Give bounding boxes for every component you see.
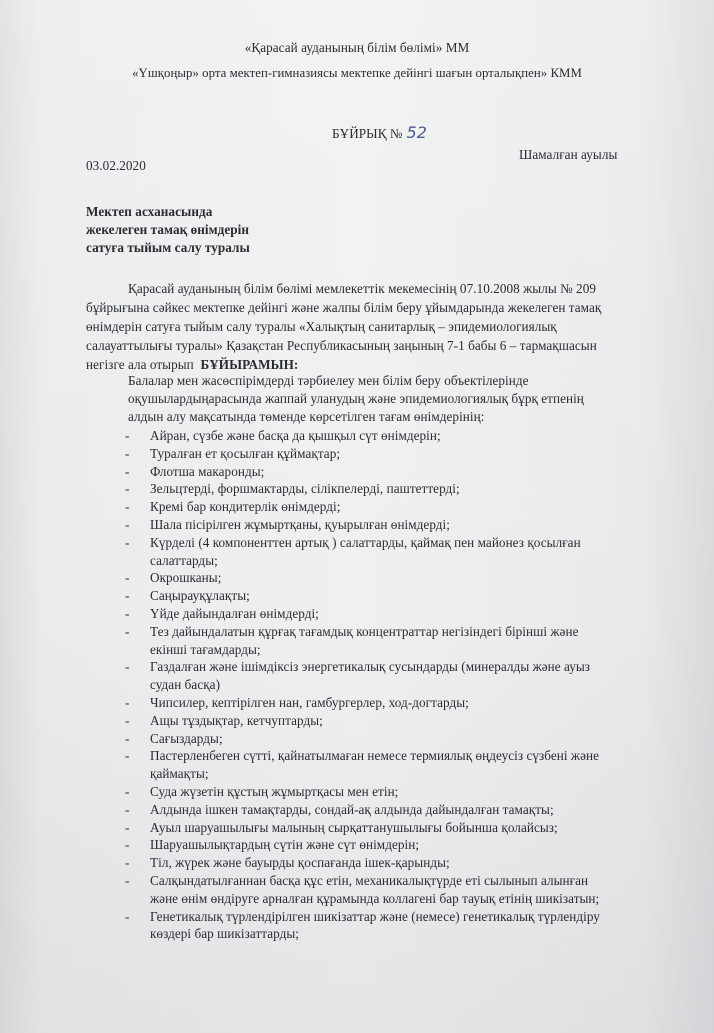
list-item-line: және өнім өндіруге арналған құрамында коллагені бар тауық етінің шикізатын; bbox=[150, 890, 600, 906]
list-bullet: - bbox=[125, 801, 130, 817]
subject-line: жекелеген тамақ өнімдерін bbox=[86, 222, 250, 237]
list-bullet: - bbox=[125, 837, 130, 853]
list-bullet: - bbox=[125, 748, 130, 764]
list-item-line: Суда жүзетін құстың жұмыртқасы мен етін; bbox=[150, 784, 399, 799]
list-bullet: - bbox=[125, 623, 130, 639]
list-bullet: - bbox=[125, 855, 130, 871]
list-item-line: Флотша макаронды; bbox=[150, 463, 265, 479]
list-item-line: Газдалған және ішімдіксіз энергетикалық сусындарды (минералды және ауыз bbox=[150, 659, 591, 675]
list-bullet: - bbox=[125, 517, 130, 532]
list-item-line: Сағыздарды; bbox=[150, 730, 223, 746]
org-line-2: «Үшқоңыр» орта мектеп-гимназиясы мектепке дейінгі шағын орталықпен» КММ bbox=[132, 66, 582, 80]
org-line-1: «Қарасай ауданының білім бөлімі» ММ bbox=[244, 40, 470, 55]
order-number: 52 bbox=[406, 123, 427, 142]
preamble-last-line bbox=[86, 357, 298, 373]
orders-word: БҰЙЫРАМЫН: bbox=[200, 357, 299, 372]
preamble-line: бұйрығына сәйкес мектепке дейінгі және жалпы білім беру ұйымдарында жекелеген тамақ bbox=[86, 300, 602, 315]
list-item-line: Үйде дайындалған өнімдерді; bbox=[150, 606, 319, 621]
list-item-line: Шаруашылықтардың сүтін және сүт өнімдерін; bbox=[150, 837, 420, 853]
list-bullet: - bbox=[125, 534, 130, 550]
list-item-line: көздері бар шикізаттарды; bbox=[150, 926, 299, 942]
list-item-line: Генетикалық түрлендірілген шикізаттар және (немесе) генетикалық түрлендіру bbox=[150, 908, 600, 924]
list-bullet: - bbox=[125, 463, 130, 479]
list-item-line: екінші тағамдарды; bbox=[150, 641, 261, 657]
preamble-last-text: негізге ала отырып bbox=[86, 357, 194, 372]
order-place: Шамалған ауылы bbox=[519, 147, 618, 162]
list-item-line: салаттарды; bbox=[150, 552, 218, 568]
list-item-line: судан басқа) bbox=[150, 677, 221, 693]
list-item-line: Күрделі (4 компоненттен артық ) салаттарды, қаймақ пен майонез қосылған bbox=[150, 534, 581, 550]
preamble-line: салауаттылығы туралы» Қазақстан Республикасының заңының 7-1 бабы 6 – тармақшасын bbox=[86, 338, 597, 353]
list-item-line: Чипсилер, кептірілген нан, гамбургерлер, ход-догтарды; bbox=[150, 695, 469, 710]
order-title-text: БҰЙРЫҚ № bbox=[332, 126, 403, 141]
list-bullet: - bbox=[125, 570, 130, 586]
order-date: 03.02.2020 bbox=[86, 158, 146, 173]
list-bullet: - bbox=[125, 606, 130, 621]
list-item-line: Тез дайындалатын құрғақ тағамдық концентраттар негізіндегі бірінші және bbox=[150, 623, 579, 639]
list-bullet: - bbox=[125, 695, 130, 710]
list-item-line: Зельцтерді, форшмактарды, сілікпелерді, паштеттерді; bbox=[150, 481, 460, 497]
preamble-line: Қарасай ауданының білім бөлімі мемлекеттік мекемесінің 07.10.2008 жылы № 209 bbox=[128, 281, 596, 296]
list-item-line: Пастерленбеген сүтті, қайнатылмаған немесе термиялық өңдеусіз сүзбені және bbox=[150, 748, 600, 764]
list-item-line: Салқындатылғаннан басқа құс етін, механикалықтүрде еті сылынып алынған bbox=[150, 873, 589, 888]
list-item-line: Кремі бар кондитерлік өнімдерді; bbox=[150, 499, 341, 515]
list-bullet: - bbox=[125, 445, 130, 461]
list-item-line: Алдында ішкен тамақтарды, сондай-ақ алдында дайындалған тамақты; bbox=[150, 801, 554, 817]
list-item-line: Айран, сүзбе және басқа да қышқыл сүт өнімдерін; bbox=[150, 428, 441, 443]
intro-line: Балалар мен жасөспірімдерді тәрбиелеу мен білім беру объектілерінде bbox=[128, 373, 529, 388]
list-item-line: Туралған ет қосылған құймақтар; bbox=[150, 445, 341, 461]
list-bullet: - bbox=[125, 588, 130, 604]
list-item-line: қаймақты; bbox=[150, 766, 209, 782]
intro-line: оқушылардыңарасында жаппай уланудың және эпидемиологиялық бұрқ етпенің bbox=[128, 391, 584, 406]
list-item-line: Ауыл шаруашылығы малының сырқаттанушылығы бойынша қолайсыз; bbox=[150, 819, 558, 835]
list-bullet: - bbox=[125, 428, 130, 443]
list-bullet: - bbox=[125, 659, 130, 675]
intro-line: алдын алу мақсатында төменде көрсетілген тағам өнімдерінің: bbox=[128, 409, 485, 424]
list-bullet: - bbox=[125, 499, 130, 515]
list-bullet: - bbox=[125, 712, 130, 728]
list-bullet: - bbox=[125, 784, 130, 799]
subject-line: сатуға тыйым салу туралы bbox=[86, 240, 250, 255]
list-item-line: Тіл, жүрек және бауырды қоспағанда ішек-қарынды; bbox=[150, 855, 450, 871]
order-title bbox=[332, 125, 427, 142]
list-bullet: - bbox=[125, 908, 130, 924]
preamble-line: өнімдерін сатуға тыйым салу туралы «Халықтың санитарлық – эпидемиологиялық bbox=[86, 319, 557, 334]
list-bullet: - bbox=[125, 819, 130, 835]
list-item-line: Ащы тұздықтар, кетчуптарды; bbox=[150, 712, 323, 728]
list-bullet: - bbox=[125, 481, 130, 497]
list-item-line: Окрошканы; bbox=[150, 570, 222, 586]
list-bullet: - bbox=[125, 873, 130, 888]
subject-line: Мектеп асханасында bbox=[86, 204, 213, 219]
list-bullet: - bbox=[125, 730, 130, 746]
list-item-line: Шала пісірілген жұмыртқаны, қуырылған өнімдерді; bbox=[150, 517, 450, 532]
list-item-line: Саңырауқұлақты; bbox=[150, 588, 250, 604]
